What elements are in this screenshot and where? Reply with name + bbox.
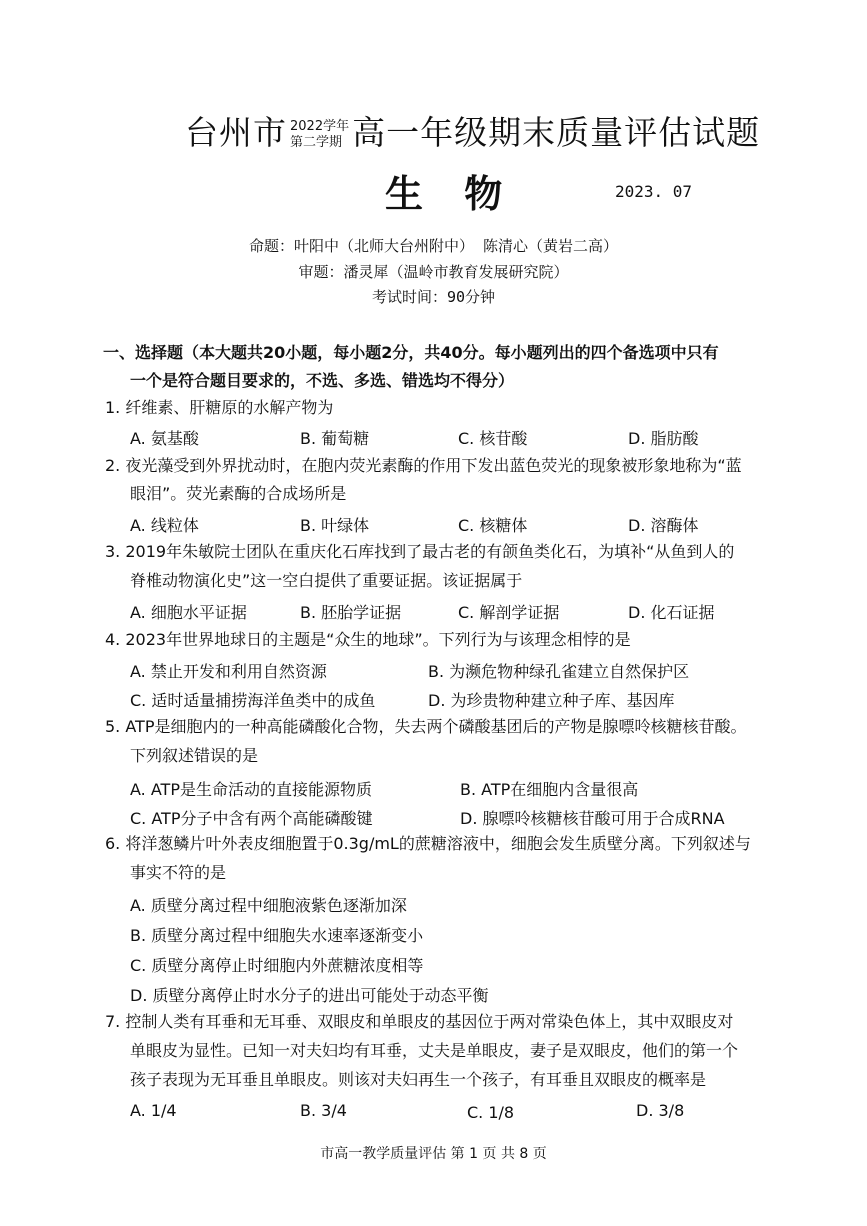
question-2-option-a: A. 线粒体 bbox=[130, 516, 199, 535]
term-semester: 第二学期 bbox=[290, 135, 343, 150]
question-7-option-b: B. 3/4 bbox=[300, 1101, 347, 1120]
question-2-option-c: C. 核糖体 bbox=[458, 516, 528, 535]
question-7-stem-line1: 7. 控制人类有耳垂和无耳垂、双眼皮和单眼皮的基因位于两对常染色体上，其中双眼皮对 bbox=[105, 1012, 734, 1031]
exam-title-row bbox=[185, 105, 760, 153]
authors-line: 命题：叶阳中（北师大台州附中） 陈清心（黄岩二高） bbox=[248, 237, 619, 255]
question-1-option-a: A. 氨基酸 bbox=[130, 429, 199, 448]
question-3-option-b: B. 胚胎学证据 bbox=[300, 603, 402, 622]
question-4-option-a: A. 禁止开发和利用自然资源 bbox=[130, 662, 327, 681]
question-1-option-c: C. 核苷酸 bbox=[458, 429, 528, 448]
question-7-stem-line3: 孩子表现为无耳垂且单眼皮。则该对夫妇再生一个孩子，有耳垂且双眼皮的概率是 bbox=[130, 1070, 707, 1089]
question-1-option-b: B. 葡萄糖 bbox=[300, 429, 370, 448]
question-2-option-d: D. 溶酶体 bbox=[628, 516, 699, 535]
question-3-stem-line2: 脊椎动物演化史”这一空白提供了重要证据。该证据属于 bbox=[130, 571, 523, 590]
question-4-option-b: B. 为濒危物种绿孔雀建立自然保护区 bbox=[428, 662, 690, 681]
city-name: 台州市 bbox=[185, 113, 287, 152]
question-7-option-a: A. 1/4 bbox=[130, 1101, 177, 1120]
question-5-option-c: C. ATP分子中含有两个高能磷酸键 bbox=[130, 809, 373, 828]
question-7-option-c: C. 1/8 bbox=[467, 1103, 515, 1122]
duration-line: 考试时间：90分钟 bbox=[371, 288, 496, 306]
question-4-stem: 4. 2023年世界地球日的主题是“众生的地球”。下列行为与该理念相悖的是 bbox=[105, 630, 631, 649]
question-3-option-d: D. 化石证据 bbox=[628, 603, 715, 622]
question-2-stem-line2: 眼泪”。荧光素酶的合成场所是 bbox=[130, 484, 347, 503]
question-1-option-d: D. 脂肪酸 bbox=[628, 429, 699, 448]
reviewer-line: 审题：潘灵犀（温岭市教育发展研究院） bbox=[298, 263, 569, 281]
section-heading-line2: 一个是符合题目要求的，不选、多选、错选均不得分） bbox=[130, 371, 515, 390]
question-1-stem: 1. 纤维素、肝糖原的水解产物为 bbox=[105, 398, 334, 417]
question-6-option-b: B. 质壁分离过程中细胞失水速率逐渐变小 bbox=[130, 926, 424, 945]
question-6-option-c: C. 质壁分离停止时细胞内外蔗糖浓度相等 bbox=[130, 956, 424, 975]
question-3-option-a: A. 细胞水平证据 bbox=[130, 603, 247, 622]
question-2-stem-line1: 2. 夜光藻受到外界扰动时，在胞内荧光素酶的作用下发出蓝色荧光的现象被形象地称为“蓝 bbox=[105, 456, 742, 475]
question-3-stem-line1: 3. 2019年朱敏院士团队在重庆化石库找到了最古老的有颌鱼类化石，为填补“从鱼到人的 bbox=[105, 542, 735, 561]
section-heading-line1: 一、选择题（本大题共20小题，每小题2分，共40分。每小题列出的四个备选项中只有 bbox=[103, 343, 719, 362]
exam-title: 高一年级期末质量评估试题 bbox=[352, 113, 761, 152]
question-4-option-d: D. 为珍贵物种建立种子库、基因库 bbox=[428, 691, 675, 710]
question-6-option-a: A. 质壁分离过程中细胞液紫色逐渐加深 bbox=[130, 896, 407, 915]
question-6-stem-line2: 事实不符的是 bbox=[130, 863, 227, 882]
question-5-stem-line2: 下列叙述错误的是 bbox=[130, 746, 259, 765]
question-6-stem-line1: 6. 将洋葱鳞片叶外表皮细胞置于0.3g/mL的蔗糖溶液中，细胞会发生质壁分离。下列叙述与 bbox=[105, 834, 751, 853]
question-2-option-b: B. 叶绿体 bbox=[300, 516, 370, 535]
question-7-option-d: D. 3/8 bbox=[636, 1101, 685, 1120]
term-label bbox=[290, 119, 349, 151]
exam-date: 2023. 07 bbox=[615, 182, 693, 201]
question-5-option-d: D. 腺嘌呤核糖核苷酸可用于合成RNA bbox=[460, 809, 725, 828]
page-footer: 市高一教学质量评估 第 1 页 共 8 页 bbox=[320, 1146, 547, 1162]
question-3-option-c: C. 解剖学证据 bbox=[458, 603, 560, 622]
question-7-stem-line2: 单眼皮为显性。已知一对夫妇均有耳垂，丈夫是单眼皮，妻子是双眼皮，他们的第一个 bbox=[130, 1041, 739, 1060]
subject-title: 生 物 bbox=[385, 172, 517, 216]
question-5-stem-line1: 5. ATP是细胞内的一种高能磷酸化合物，失去两个磷酸基团后的产物是腺嘌呤核糖核苷酸。 bbox=[105, 717, 747, 736]
question-5-option-a: A. ATP是生命活动的直接能源物质 bbox=[130, 780, 372, 799]
term-year: 2022学年 bbox=[290, 119, 350, 134]
question-5-option-b: B. ATP在细胞内含量很高 bbox=[460, 780, 639, 799]
question-6-option-d: D. 质壁分离停止时水分子的进出可能处于动态平衡 bbox=[130, 986, 489, 1005]
question-4-option-c: C. 适时适量捕捞海洋鱼类中的成鱼 bbox=[130, 691, 376, 710]
